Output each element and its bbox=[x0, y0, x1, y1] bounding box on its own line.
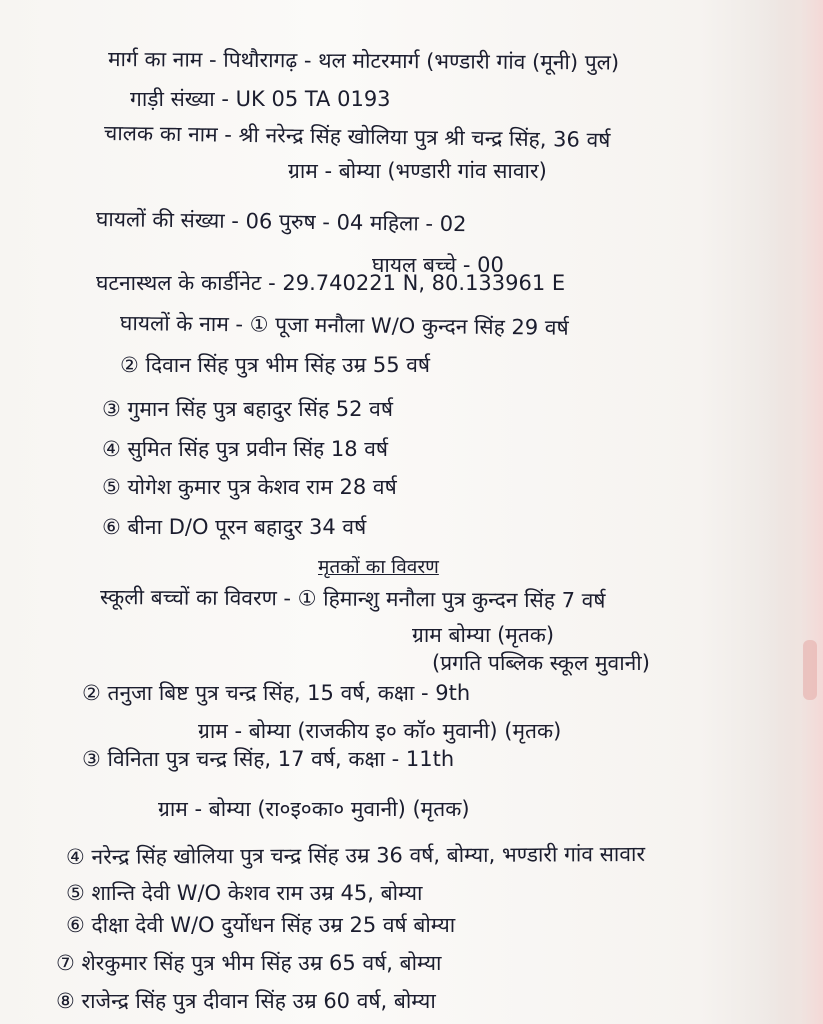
injured-name-6: ⑥ बीना D/O पूरन बहादुर 34 वर्ष bbox=[102, 515, 367, 539]
deceased-1-village: ग्राम बोम्या (मृतक) bbox=[412, 623, 555, 647]
deceased-3: ③ विनिता पुत्र चन्द्र सिंह, 17 वर्ष, कक्षा - 11th bbox=[82, 747, 455, 771]
deceased-3-village: ग्राम - बोम्या (रा०इ०का० मुवानी) (मृतक) bbox=[158, 797, 470, 821]
deceased-5: ⑤ शान्ति देवी W/O केशव राम उम्र 45, बोम्या bbox=[66, 881, 423, 905]
driver-name: चालक का नाम - श्री नरेन्द्र सिंह खोलिया पुत्र श्री चन्द्र सिंह, 36 वर्ष bbox=[103, 121, 611, 153]
vehicle-number: गाड़ी संख्या - UK 05 TA 0193 bbox=[130, 87, 391, 111]
deceased-4: ④ नरेन्द्र सिंह खोलिया पुत्र चन्द्र सिंह उम्र 36 वर्ष, बोम्या, भण्डारी गांव सावार bbox=[65, 841, 646, 869]
driver-village: ग्राम - बोम्या (भण्डारी गांव सावार) bbox=[288, 159, 547, 183]
route-name: मार्ग का नाम - पिथौरागढ़ - थल मोटरमार्ग (भण्डारी गांव (मूनी) पुल) bbox=[107, 47, 620, 75]
deceased-1-school: (प्रगति पब्लिक स्कूल मुवानी) bbox=[432, 651, 650, 675]
page-edge-shadow bbox=[765, 0, 823, 1024]
incident-coordinates: घटनास्थल के कार्डीनेट - 29.740221 N, 80.133961 E bbox=[96, 271, 566, 295]
injured-name-4: ④ सुमित सिंह पुत्र प्रवीन सिंह 18 वर्ष bbox=[102, 437, 389, 461]
injured-count: घायलों की संख्या - 06 पुरुष - 04 महिला - 02 bbox=[95, 207, 467, 237]
deceased-8: ⑧ राजेन्द्र सिंह पुत्र दीवान सिंह उम्र 60 वर्ष, बोम्या bbox=[56, 989, 436, 1013]
injured-name-5: ⑤ योगेश कुमार पुत्र केशव राम 28 वर्ष bbox=[102, 475, 397, 499]
injured-name-3: ③ गुमान सिंह पुत्र बहादुर सिंह 52 वर्ष bbox=[102, 397, 393, 421]
injured-name-2: ② दिवान सिंह पुत्र भीम सिंह उम्र 55 वर्ष bbox=[120, 353, 431, 377]
injured-children: घायल बच्चे - 00 bbox=[372, 253, 504, 277]
deceased-2: ② तनुजा बिष्ट पुत्र चन्द्र सिंह, 15 वर्ष, कक्षा - 9th bbox=[82, 681, 471, 705]
deceased-heading: मृतकों का विवरण bbox=[318, 556, 439, 578]
deceased-2-village: ग्राम - बोम्या (राजकीय इ० कॉ० मुवानी) (मृतक) bbox=[198, 719, 562, 743]
school-children-details: स्कूली बच्चों का विवरण - ① हिमान्शु मनौला पुत्र कुन्दन सिंह 7 वर्ष bbox=[99, 585, 606, 613]
injured-name-1: घायलों के नाम - ① पूजा मनौला W/O कुन्दन सिंह 29 वर्ष bbox=[119, 311, 569, 340]
deceased-7: ⑦ शेरकुमार सिंह पुत्र भीम सिंह उम्र 65 वर्ष, बोम्या bbox=[56, 951, 442, 975]
deceased-6: ⑥ दीक्षा देवी W/O दुर्योधन सिंह उम्र 25 वर्ष बोम्या bbox=[66, 913, 456, 937]
red-stain bbox=[803, 640, 817, 700]
